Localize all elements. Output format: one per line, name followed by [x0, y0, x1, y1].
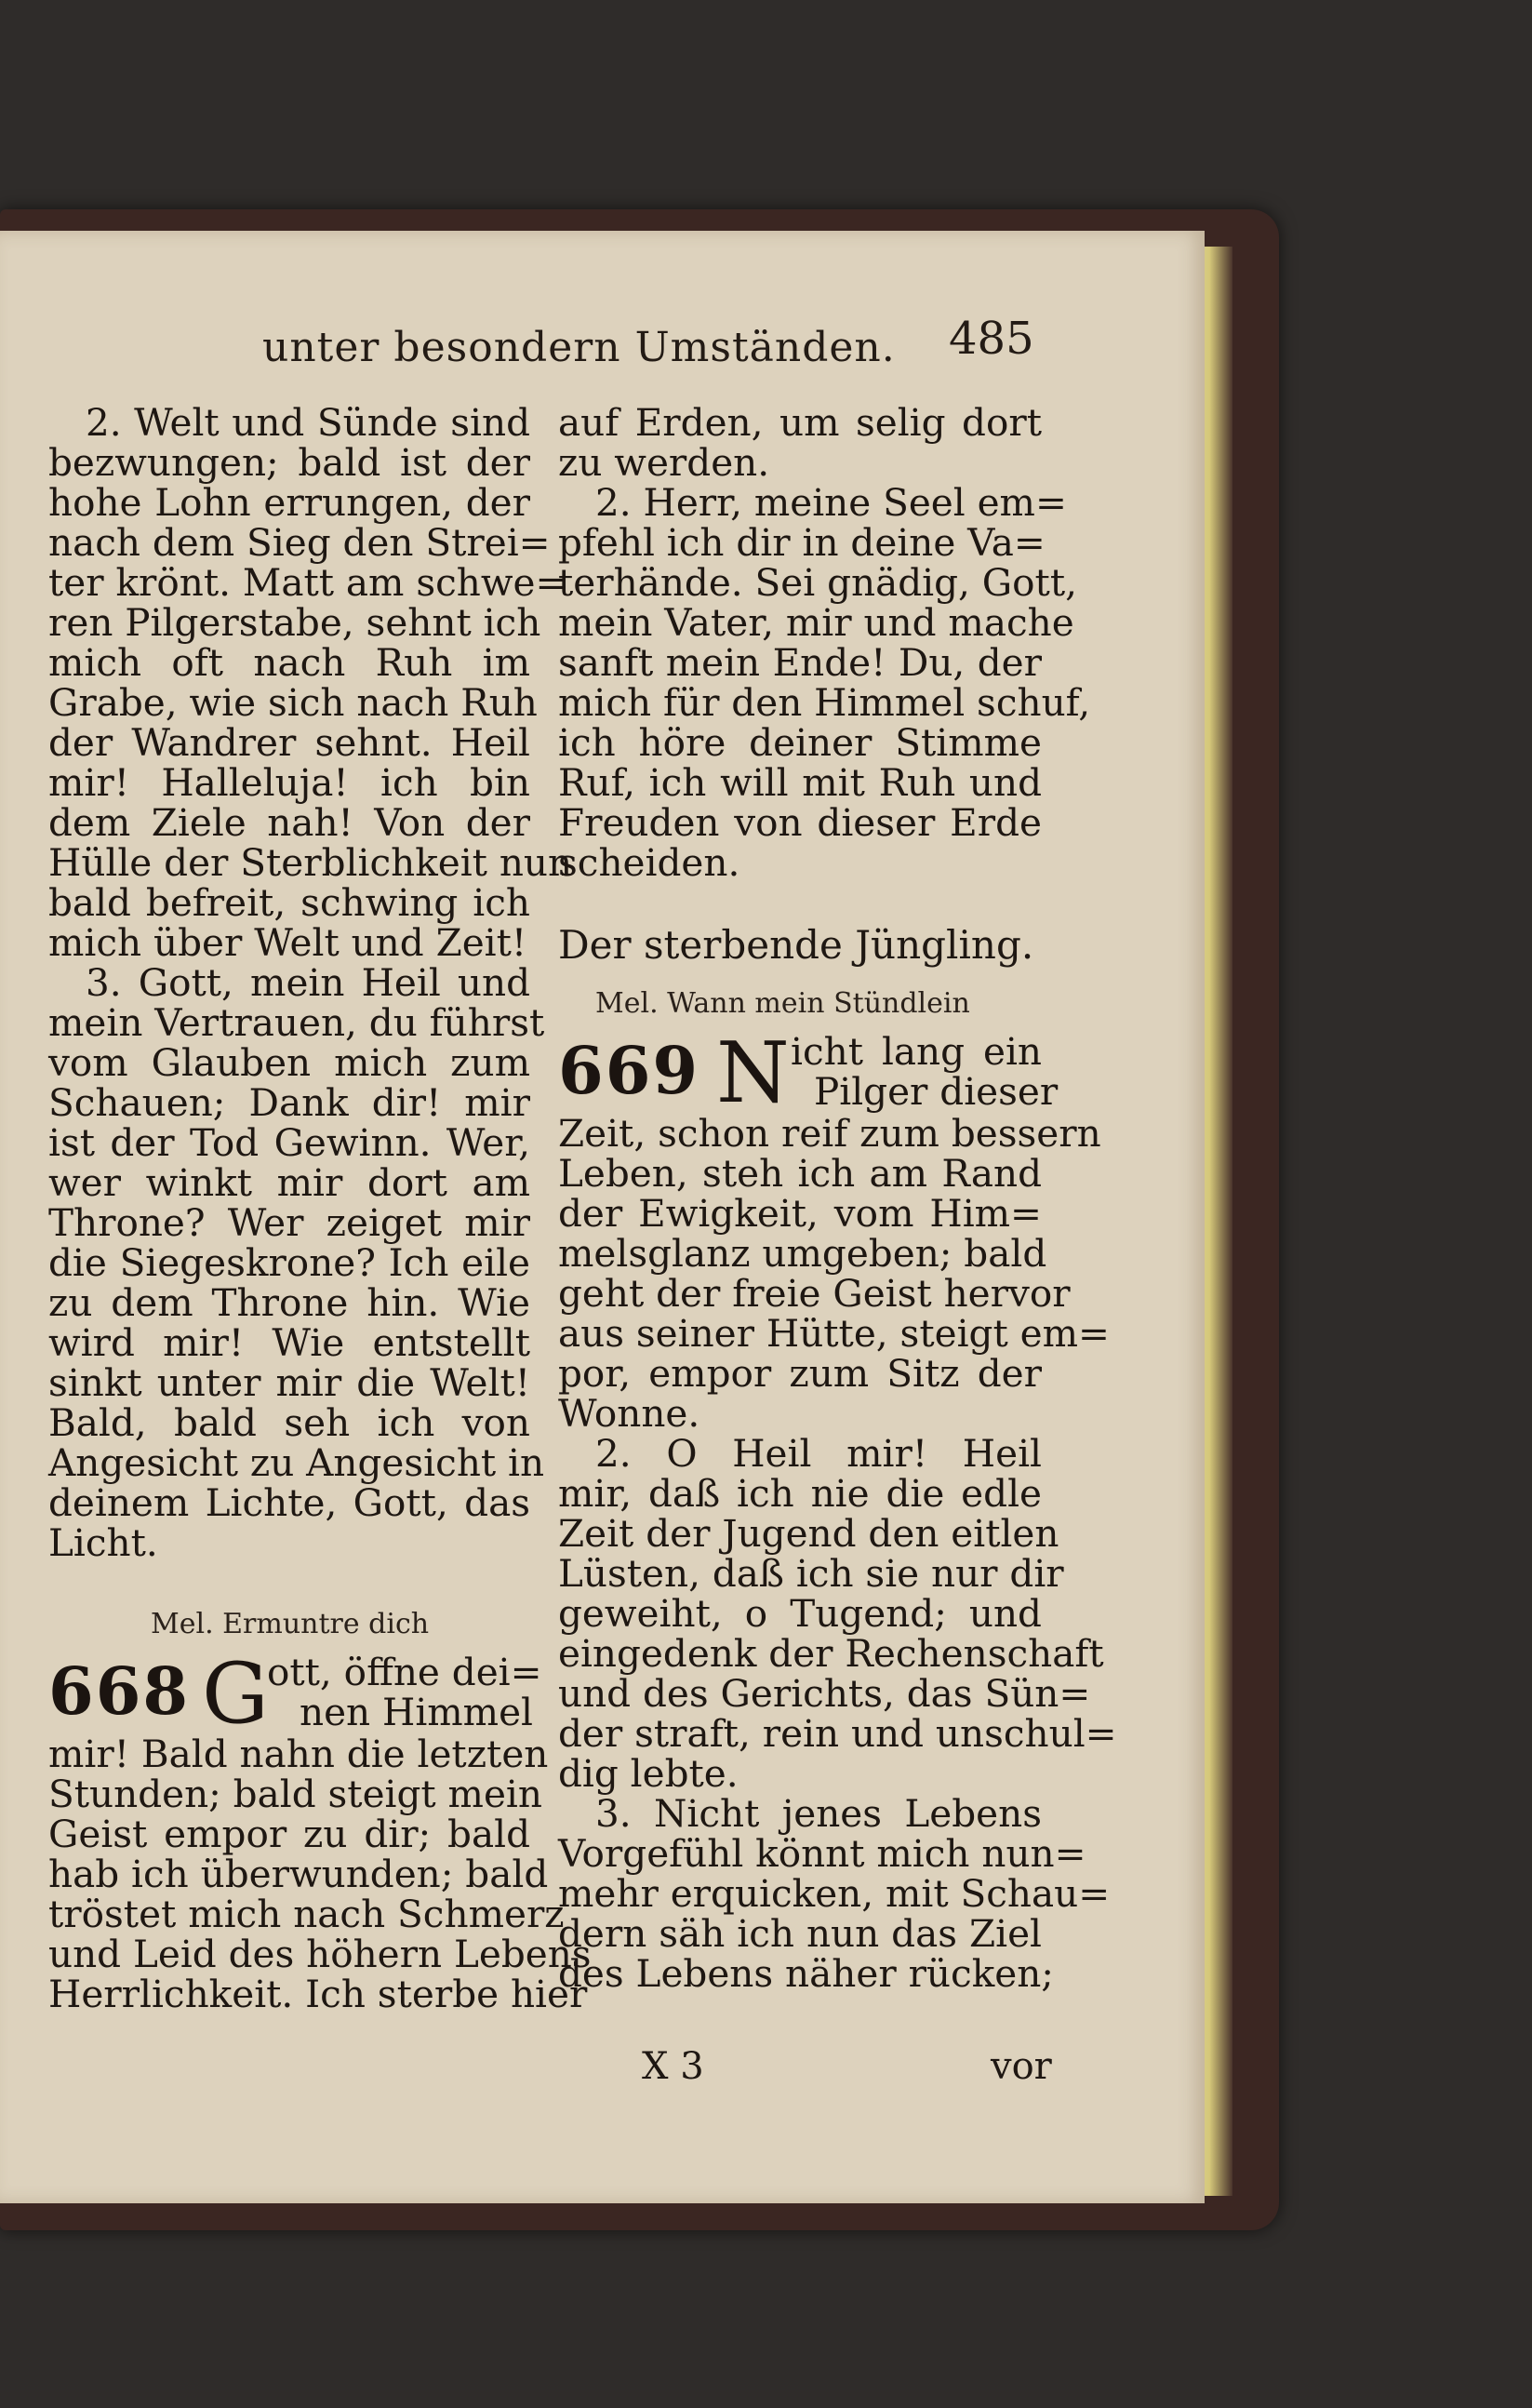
text-line: aus seiner Hütte, steigt em= — [558, 1311, 1110, 1356]
text-line: bezwungen; bald ist der — [48, 440, 530, 485]
text-line: 2. Herr, meine Seel em= — [595, 480, 1067, 525]
text-line: nach dem Sieg den Strei= — [48, 520, 551, 565]
text-line: 3. Gott, mein Heil und — [86, 960, 530, 1005]
text-line: wird mir! Wie entstellt — [48, 1320, 530, 1365]
text-line: tröstet mich nach Schmerz — [48, 1892, 565, 1936]
text-line: mir! Bald nahn die letzten — [48, 1732, 549, 1776]
text-line: hab ich überwunden; bald — [48, 1852, 549, 1896]
text-line: wer winkt mir dort am — [48, 1160, 530, 1205]
text-line: Hülle der Sterblichkeit nun — [48, 840, 573, 885]
text-line: Zeit, schon reif zum bessern — [558, 1111, 1101, 1156]
text-line: der straft, rein und unschul= — [558, 1711, 1117, 1756]
hymn-669-initial: N — [716, 1024, 790, 1122]
text-line: bald befreit, schwing ich — [48, 880, 530, 925]
text-line: vom Glauben mich zum — [48, 1040, 530, 1085]
text-line: Licht. — [48, 1520, 158, 1565]
left-text-block — [48, 400, 573, 1565]
text-line: die Siegeskrone? Ich eile — [48, 1240, 530, 1285]
hymn-668-heading — [48, 1645, 542, 1743]
text-line: deinem Lichte, Gott, das — [48, 1480, 530, 1525]
text-line: Herrlichkeit. Ich sterbe hier — [48, 1972, 588, 2016]
text-line: dig lebte. — [558, 1751, 739, 1796]
signature-mark: X 3 — [642, 2045, 704, 2088]
text-line: mich oft nach Ruh im — [48, 640, 530, 685]
text-line: geht der freie Geist hervor — [558, 1271, 1071, 1316]
melody-note-668: Mel. Ermuntre dich — [151, 1608, 430, 1640]
hymn-669-first-line: icht lang ein — [791, 1029, 1042, 1074]
hymn-number-668: 668 — [48, 1652, 191, 1730]
hymn-669-body — [558, 1111, 1117, 1996]
right-column — [558, 400, 1117, 1996]
hymn-669-heading — [558, 1024, 1059, 1122]
text-line: sinkt unter mir die Welt! — [48, 1360, 530, 1405]
text-line: Throne? Wer zeiget mir — [48, 1200, 530, 1245]
book-page — [0, 231, 1205, 2203]
hymn-668-first-line: ott, öffne dei= — [267, 1650, 542, 1694]
text-line: scheiden. — [558, 840, 740, 885]
text-line: 3. Nicht jenes Lebens — [595, 1791, 1042, 1836]
page-number: 485 — [949, 313, 1034, 365]
text-line: dern säh ich nun das Ziel — [558, 1911, 1042, 1956]
text-line: Grabe, wie sich nach Ruh — [48, 680, 538, 725]
text-line: mir! Halleluja! ich bin — [48, 760, 530, 805]
text-line: mein Vertrauen, du führst — [48, 1000, 545, 1045]
left-column — [48, 400, 592, 2016]
text-line: Ruf, ich will mit Ruh und — [558, 760, 1042, 805]
hymn-668-body — [48, 1732, 592, 2016]
text-line: dem Ziele nah! Von der — [48, 800, 530, 845]
text-line: hohe Lohn errungen, der — [48, 480, 530, 525]
text-line: por, empor zum Sitz der — [558, 1351, 1042, 1396]
text-line: ren Pilgerstabe, sehnt ich — [48, 600, 541, 645]
text-line: Freuden von dieser Erde — [558, 800, 1042, 845]
hymn-668-initial: G — [202, 1645, 269, 1743]
text-line: Angesicht zu Angesicht in — [48, 1440, 545, 1485]
text-line: geweiht, o Tugend; und — [558, 1591, 1042, 1636]
text-line: und des Gerichts, das Sün= — [558, 1671, 1091, 1716]
text-line: Wonne. — [558, 1391, 700, 1436]
text-line: 2. O Heil mir! Heil — [595, 1431, 1042, 1476]
hymn-number-669: 669 — [558, 1032, 700, 1109]
right-text-block — [558, 400, 1091, 885]
text-line: melsglanz umgeben; bald — [558, 1231, 1047, 1276]
text-line: zu werden. — [558, 440, 770, 485]
hymn-668-second-line: nen Himmel — [300, 1690, 534, 1734]
text-line: des Lebens näher rücken; — [558, 1951, 1054, 1996]
melody-note-669: Mel. Wann mein Stündlein — [595, 987, 970, 1020]
text-line: Lüsten, daß ich sie nur dir — [558, 1551, 1064, 1596]
text-line: eingedenk der Rechenschaft — [558, 1631, 1104, 1676]
text-line: sanft mein Ende! Du, der — [558, 640, 1042, 685]
text-line: Zeit der Jugend den eitlen — [558, 1511, 1059, 1556]
text-line: terhände. Sei gnädig, Gott, — [558, 560, 1077, 605]
text-line: Schauen; Dank dir! mir — [48, 1080, 530, 1125]
text-line: der Wandrer sehnt. Heil — [48, 720, 530, 765]
text-line: ich höre deiner Stimme — [558, 720, 1042, 765]
text-line: zu dem Throne hin. Wie — [48, 1280, 530, 1325]
catchword: vor — [991, 2045, 1052, 2088]
text-line: mein Vater, mir und mache — [558, 600, 1074, 645]
text-line: Bald, bald seh ich von — [48, 1400, 530, 1445]
text-line: pfehl ich dir in deine Va= — [558, 520, 1046, 565]
text-line: Stunden; bald steigt mein — [48, 1772, 542, 1816]
song-title: Der sterbende Jüngling. — [558, 922, 1034, 968]
text-line: ist der Tod Gewinn. Wer, — [48, 1120, 530, 1165]
text-line: der Ewigkeit, vom Him= — [558, 1191, 1042, 1236]
hymn-669-second-line: Pilger dieser — [814, 1069, 1059, 1114]
text-line: mich für den Himmel schuf, — [558, 680, 1091, 725]
text-line: Leben, steh ich am Rand — [558, 1151, 1042, 1196]
running-header: unter besondern Umständen. — [262, 324, 896, 371]
text-line: mich über Welt und Zeit! — [48, 920, 527, 965]
text-line: mehr erquicken, mit Schau= — [558, 1871, 1111, 1916]
text-line: mir, daß ich nie die edle — [558, 1471, 1042, 1516]
text-line: ter krönt. Matt am schwe= — [48, 560, 567, 605]
text-line: Vorgefühl könnt mich nun= — [558, 1831, 1086, 1876]
text-line: und Leid des höhern Lebens — [48, 1932, 592, 1976]
text-line: auf Erden, um selig dort — [558, 400, 1042, 445]
text-line: 2. Welt und Sünde sind — [86, 400, 530, 445]
text-line: Geist empor zu dir; bald — [48, 1812, 530, 1856]
